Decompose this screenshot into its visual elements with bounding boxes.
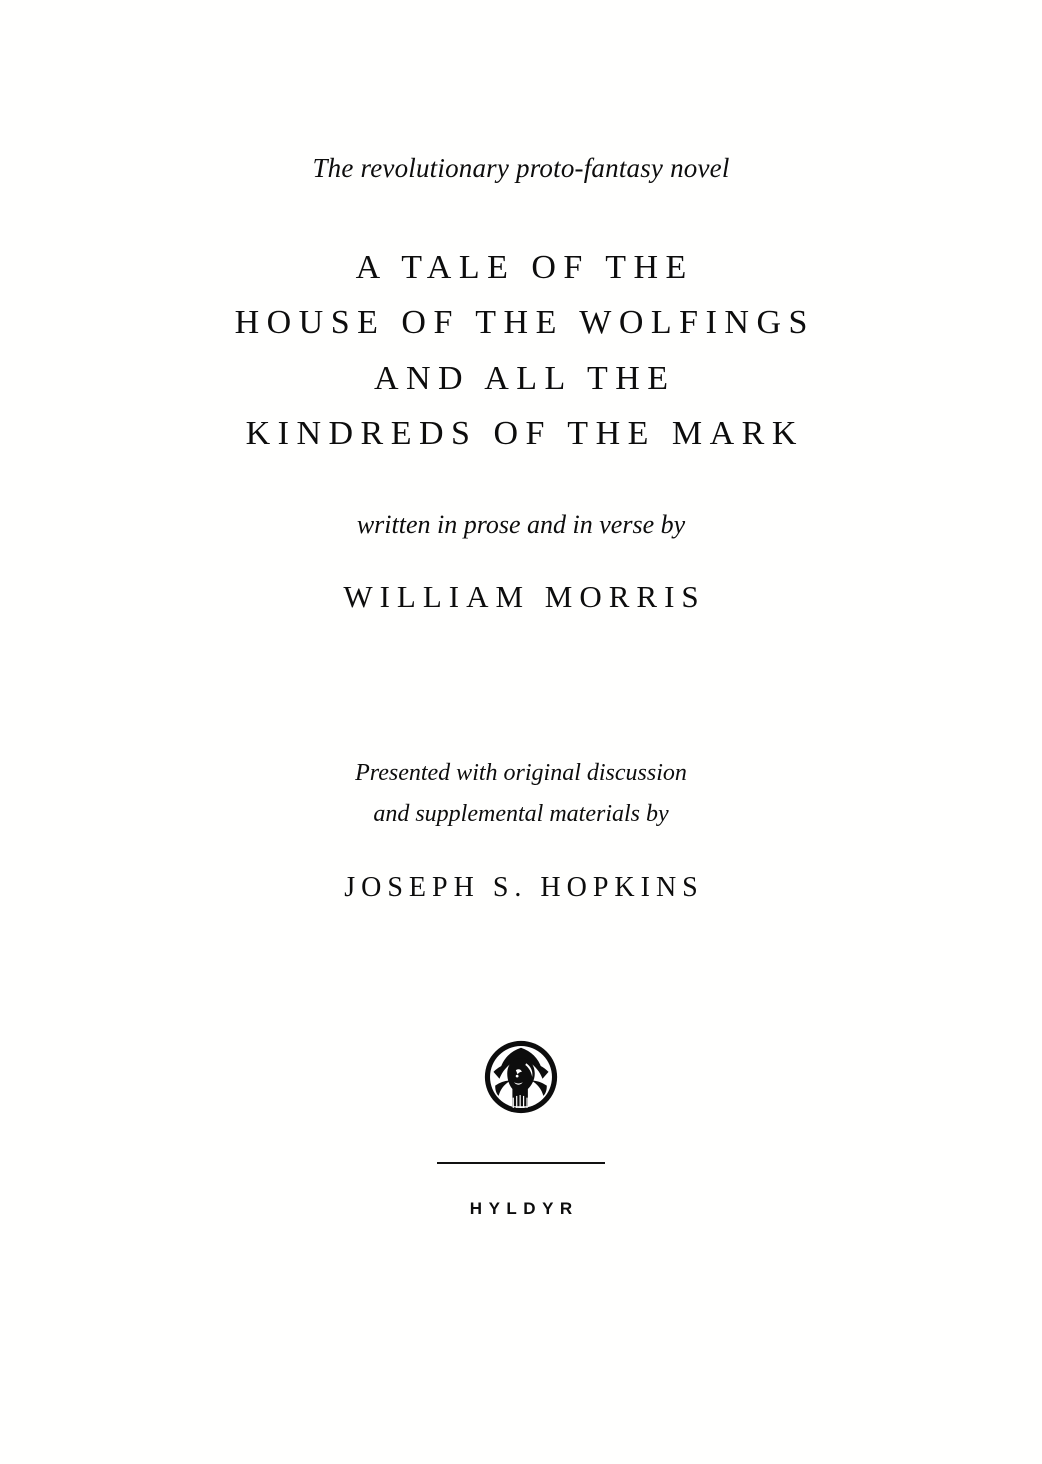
title-line-1: A TALE OF THE	[355, 249, 694, 287]
imprint-name: HYLDYR	[469, 1198, 579, 1218]
presenter-name: JOSEPH S. HOPKINS	[344, 871, 704, 903]
byline-intro: written in prose and in verse by	[356, 509, 686, 539]
publisher-logo-wrap	[0, 1034, 1042, 1120]
title-line-2: HOUSE OF THE WOLFINGS	[234, 304, 815, 342]
presenter-intro-line-2: and supplemental materials by	[373, 801, 669, 828]
publisher-emblem-head-in-wreath-icon	[478, 1034, 564, 1120]
author-name: WILLIAM MORRIS	[343, 579, 706, 615]
divider-rule	[437, 1162, 605, 1164]
presenter-intro-line-1: Presented with original discussion	[355, 760, 687, 787]
title-line-3: AND ALL THE	[373, 359, 676, 397]
book-title	[0, 240, 1042, 460]
tagline: The revolutionary proto-fantasy novel	[312, 153, 730, 183]
title-line-4: KINDREDS OF THE MARK	[245, 414, 804, 452]
presenter-intro	[0, 753, 1042, 836]
